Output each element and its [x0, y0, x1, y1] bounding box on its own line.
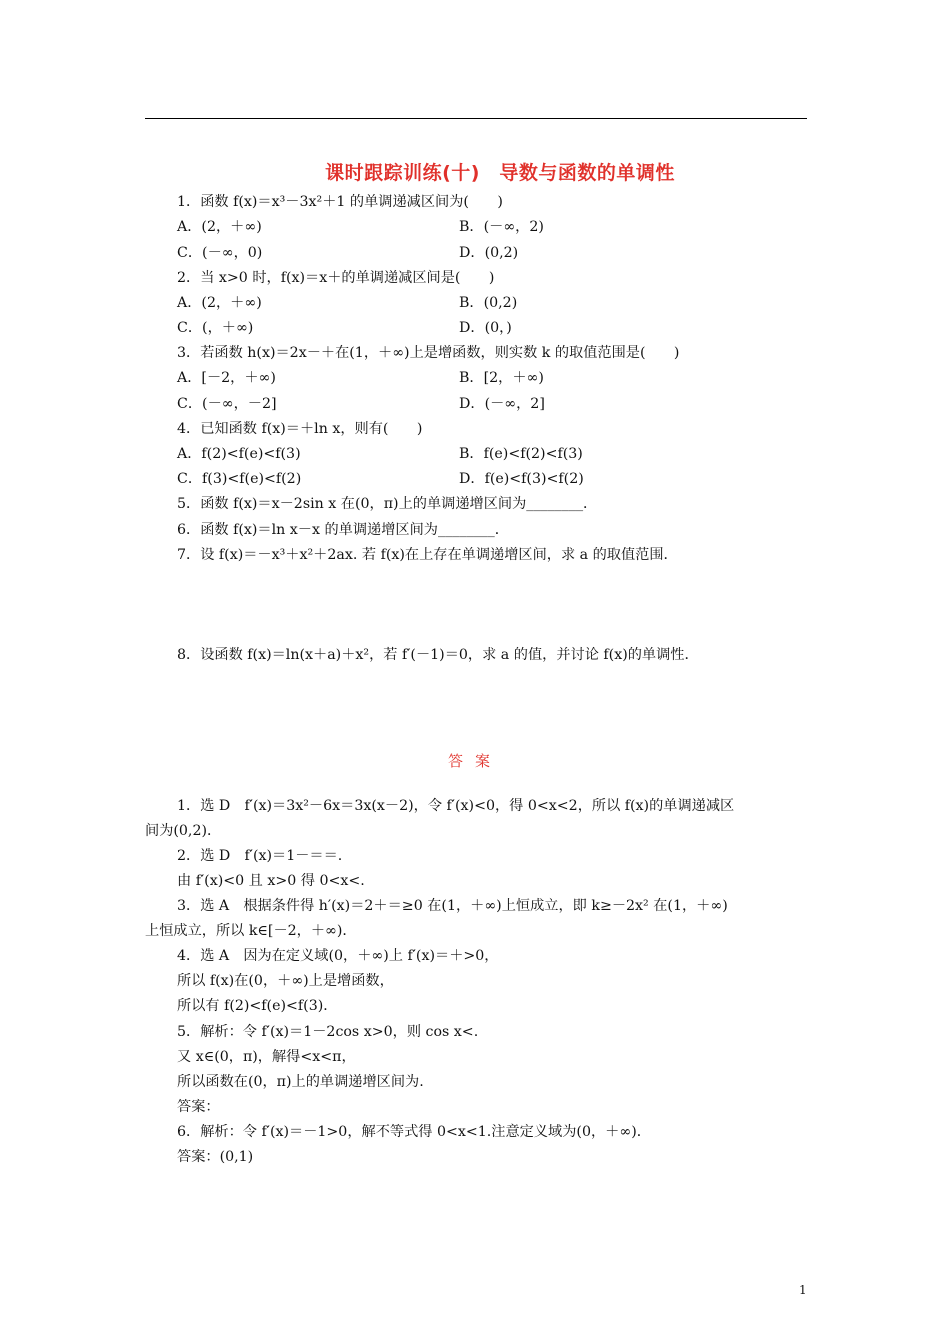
- question-3-option-d: D．(－∞，2]: [459, 396, 545, 412]
- answer-line-6: 上恒成立，所以 k∈[－2，＋∞)．: [145, 923, 357, 939]
- question-4-stem: 4．已知函数 f(x)＝＋ln x，则有( ): [177, 421, 423, 437]
- question-4-option-c: C．f(3)<f(e)<f(2): [177, 471, 302, 487]
- answer-heading: 答案: [447, 752, 502, 770]
- question-2-stem: 2．当 x>0 时，f(x)＝x＋的单调递减区间是( ): [177, 270, 495, 286]
- answer-line-1: 1．选 D f′(x)＝3x²－6x＝3x(x－2)，令 f′(x)<0，得 0<x<2，所以 f(x)的单调递减区: [177, 798, 735, 814]
- question-1-stem: 1．函数 f(x)＝x³－3x²＋1 的单调递减区间为( ): [177, 194, 503, 210]
- question-1-option-b: B．(－∞，2): [459, 219, 544, 235]
- question-1-option-d: D．(0,2): [459, 245, 519, 261]
- answer-line-11: 又 x∈(0，π)，解得<x<π，: [177, 1049, 356, 1065]
- question-8: 8．设函数 f(x)＝ln(x＋a)＋x²，若 f′(－1)＝0，求 a 的值，并讨论 f(x)的单调性．: [177, 647, 699, 663]
- answer-line-7: 4．选 A 因为在定义域(0，＋∞)上 f′(x)＝＋>0，: [177, 948, 499, 964]
- question-4-option-b: B．f(e)<f(2)<f(3): [459, 446, 583, 462]
- question-6: 6．函数 f(x)＝ln x－x 的单调递增区间为________．: [177, 522, 509, 538]
- question-2-option-c: C．(，＋∞): [177, 320, 254, 336]
- question-3-option-c: C．(－∞，－2]: [177, 396, 277, 412]
- answer-line-15: 答案：(0,1): [177, 1149, 254, 1165]
- page-number: 1: [799, 1283, 807, 1297]
- page-title: 课时跟踪训练(十) 导数与函数的单调性: [325, 162, 675, 184]
- answer-line-3: 2．选 D f′(x)＝1－＝＝.: [177, 848, 343, 864]
- answer-line-10: 5．解析：令 f′(x)＝1－2cos x>0，则 cos x<.: [177, 1024, 479, 1040]
- answer-line-12: 所以函数在(0，π)上的单调递增区间为.: [177, 1074, 424, 1090]
- answer-line-4: 由 f′(x)<0 且 x>0 得 0<x<.: [177, 873, 365, 889]
- question-2-option-d: D．(0，): [459, 320, 512, 336]
- question-3-option-b: B．[2，＋∞): [459, 370, 544, 386]
- question-3-option-a: A．[－2，＋∞): [177, 370, 276, 386]
- answer-line-8: 所以 f(x)在(0，＋∞)上是增函数，: [177, 973, 394, 989]
- answer-line-2: 间为(0,2)．: [145, 823, 222, 839]
- question-7: 7．设 f(x)＝－x³＋x²＋2ax. 若 f(x)在上存在单调递增区间，求 a 的取值范围．: [177, 547, 678, 563]
- question-4-option-a: A．f(2)<f(e)<f(3): [177, 446, 301, 462]
- answer-line-9: 所以有 f(2)<f(e)<f(3)．: [177, 998, 338, 1014]
- question-5: 5．函数 f(x)＝x－2sin x 在(0，π)上的单调递增区间为________．: [177, 496, 598, 512]
- question-1-option-a: A．(2，＋∞): [177, 219, 262, 235]
- answer-line-13: 答案：: [177, 1099, 220, 1115]
- question-3-stem: 3．若函数 h(x)＝2x－＋在(1，＋∞)上是增函数，则实数 k 的取值范围是( ): [177, 345, 680, 361]
- question-1-option-c: C．(－∞，0): [177, 245, 263, 261]
- question-2-option-b: B．(0,2): [459, 295, 518, 311]
- answer-line-5: 3．选 A 根据条件得 h′(x)＝2＋＝≥0 在(1，＋∞)上恒成立，即 k≥－2x² 在(1，＋∞): [177, 898, 728, 914]
- header-rule: [145, 118, 807, 119]
- question-4-option-d: D．f(e)<f(3)<f(2): [459, 471, 584, 487]
- answer-line-14: 6．解析：令 f′(x)＝－1>0，解不等式得 0<x<1.注意定义域为(0，＋∞)．: [177, 1124, 651, 1140]
- question-2-option-a: A．(2，＋∞): [177, 295, 262, 311]
